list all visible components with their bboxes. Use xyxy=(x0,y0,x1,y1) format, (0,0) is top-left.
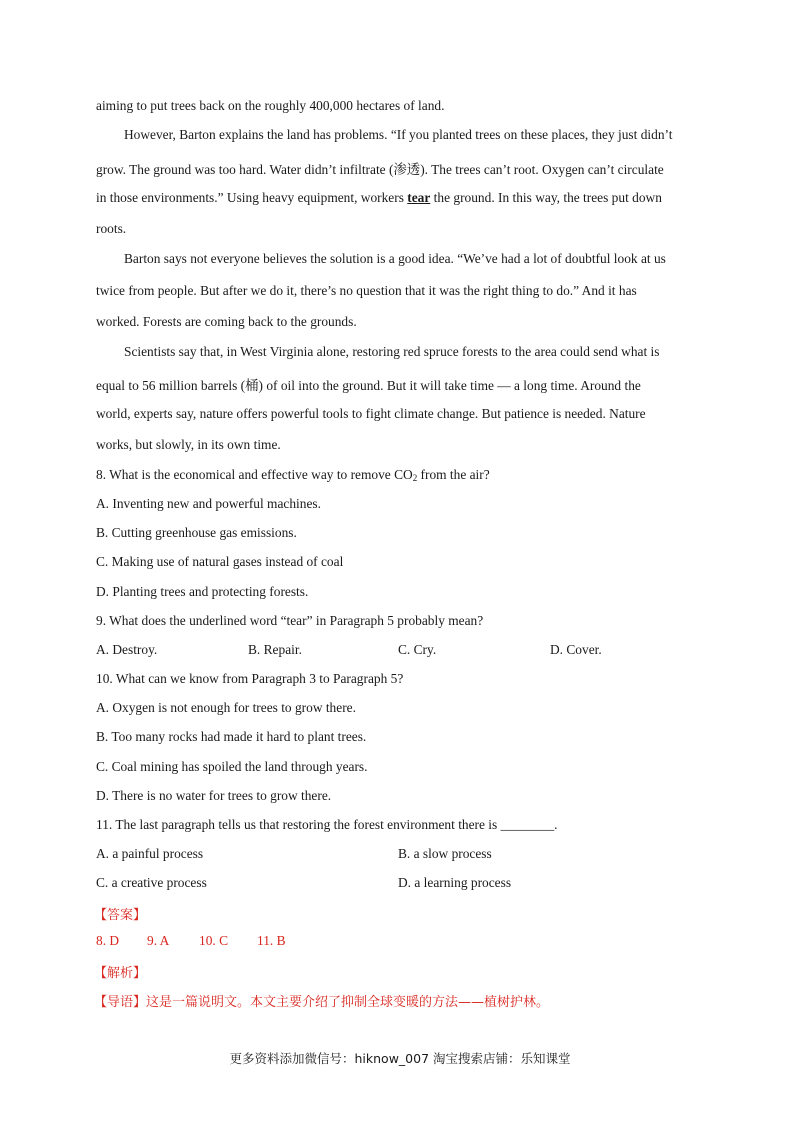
passage-line: grow. The ground was too hard. Water didn’t infiltrate (渗透). The trees can’t root. Oxygen can’t circulate xyxy=(96,162,664,177)
question-11-option-c: C. a creative process xyxy=(96,875,207,890)
question-9-option-c: C. Cry. xyxy=(398,642,437,657)
passage-line: equal to 56 million barrels (桶) of oil into the ground. But it will take time — a long time. Around the xyxy=(96,378,641,393)
passage-line: twice from people. But after we do it, there’s no question that it was the right thing to do.” And it has xyxy=(96,283,637,298)
passage-line: Scientists say that, in West Virginia alone, restoring red spruce forests to the area could send what is xyxy=(124,344,660,359)
answer-11: 11. B xyxy=(257,933,286,948)
passage-line xyxy=(96,190,662,206)
question-8-stem xyxy=(96,467,490,483)
subscript: 2 xyxy=(412,473,418,483)
question-9-option-a: A. Destroy. xyxy=(96,642,158,657)
question-10-option-d: D. There is no water for trees to grow there. xyxy=(96,788,332,803)
question-8-option-b: B. Cutting greenhouse gas emissions. xyxy=(96,525,297,540)
passage-line: aiming to put trees back on the roughly 400,000 hectares of land. xyxy=(96,98,445,113)
answer-9: 9. A xyxy=(147,933,170,948)
passage-line: roots. xyxy=(96,221,127,236)
question-8-option-c: C. Making use of natural gases instead of coal xyxy=(96,554,344,569)
question-10-option-a: A. Oxygen is not enough for trees to grow there. xyxy=(96,700,356,715)
underlined-word-tear: tear xyxy=(407,190,431,205)
answer-8: 8. D xyxy=(96,933,120,948)
question-11-stem: 11. The last paragraph tells us that restoring the forest environment there is ________. xyxy=(96,817,558,832)
answer-10: 10. C xyxy=(199,933,229,948)
analysis-heading: 【解析】 xyxy=(94,966,147,981)
page-footer: 更多资料添加微信号：hiknow_007 淘宝搜索店铺：乐知课堂 xyxy=(229,1051,571,1066)
passage-line: works, but slowly, in its own time. xyxy=(96,437,281,452)
passage-line: world, experts say, nature offers powerful tools to fight climate change. But patience is needed. Nature xyxy=(96,406,646,421)
question-11-option-d: D. a learning process xyxy=(398,875,512,890)
passage-line: worked. Forests are coming back to the grounds. xyxy=(96,314,357,329)
question-9-stem: 9. What does the underlined word “tear” in Paragraph 5 probably mean? xyxy=(96,613,484,628)
question-8-option-d: D. Planting trees and protecting forests. xyxy=(96,584,309,599)
answer-heading: 【答案】 xyxy=(94,908,147,923)
question-9-option-d: D. Cover. xyxy=(550,642,602,657)
question-11-option-a: A. a painful process xyxy=(96,846,204,861)
question-text: 8. What is the economical and effective way to remove CO xyxy=(96,467,413,482)
passage-line: However, Barton explains the land has problems. “If you planted trees on these places, they just didn’t xyxy=(124,127,673,142)
question-8-option-a: A. Inventing new and powerful machines. xyxy=(96,496,321,511)
passage-text: in those environments.” Using heavy equipment, workers xyxy=(96,190,408,205)
question-9-option-b: B. Repair. xyxy=(248,642,302,657)
analysis-guide: 【导语】这是一篇说明文。本文主要介绍了抑制全球变暖的方法——植树护林。 xyxy=(94,995,550,1010)
question-10-option-c: C. Coal mining has spoiled the land through years. xyxy=(96,759,368,774)
question-10-stem: 10. What can we know from Paragraph 3 to Paragraph 5? xyxy=(96,671,404,686)
question-text: from the air? xyxy=(417,467,490,482)
passage-line: Barton says not everyone believes the solution is a good idea. “We’ve had a lot of doubtful look at us xyxy=(124,251,666,266)
question-10-option-b: B. Too many rocks had made it hard to plant trees. xyxy=(96,729,367,744)
question-11-option-b: B. a slow process xyxy=(398,846,492,861)
passage-text: the ground. In this way, the trees put down xyxy=(430,190,662,205)
